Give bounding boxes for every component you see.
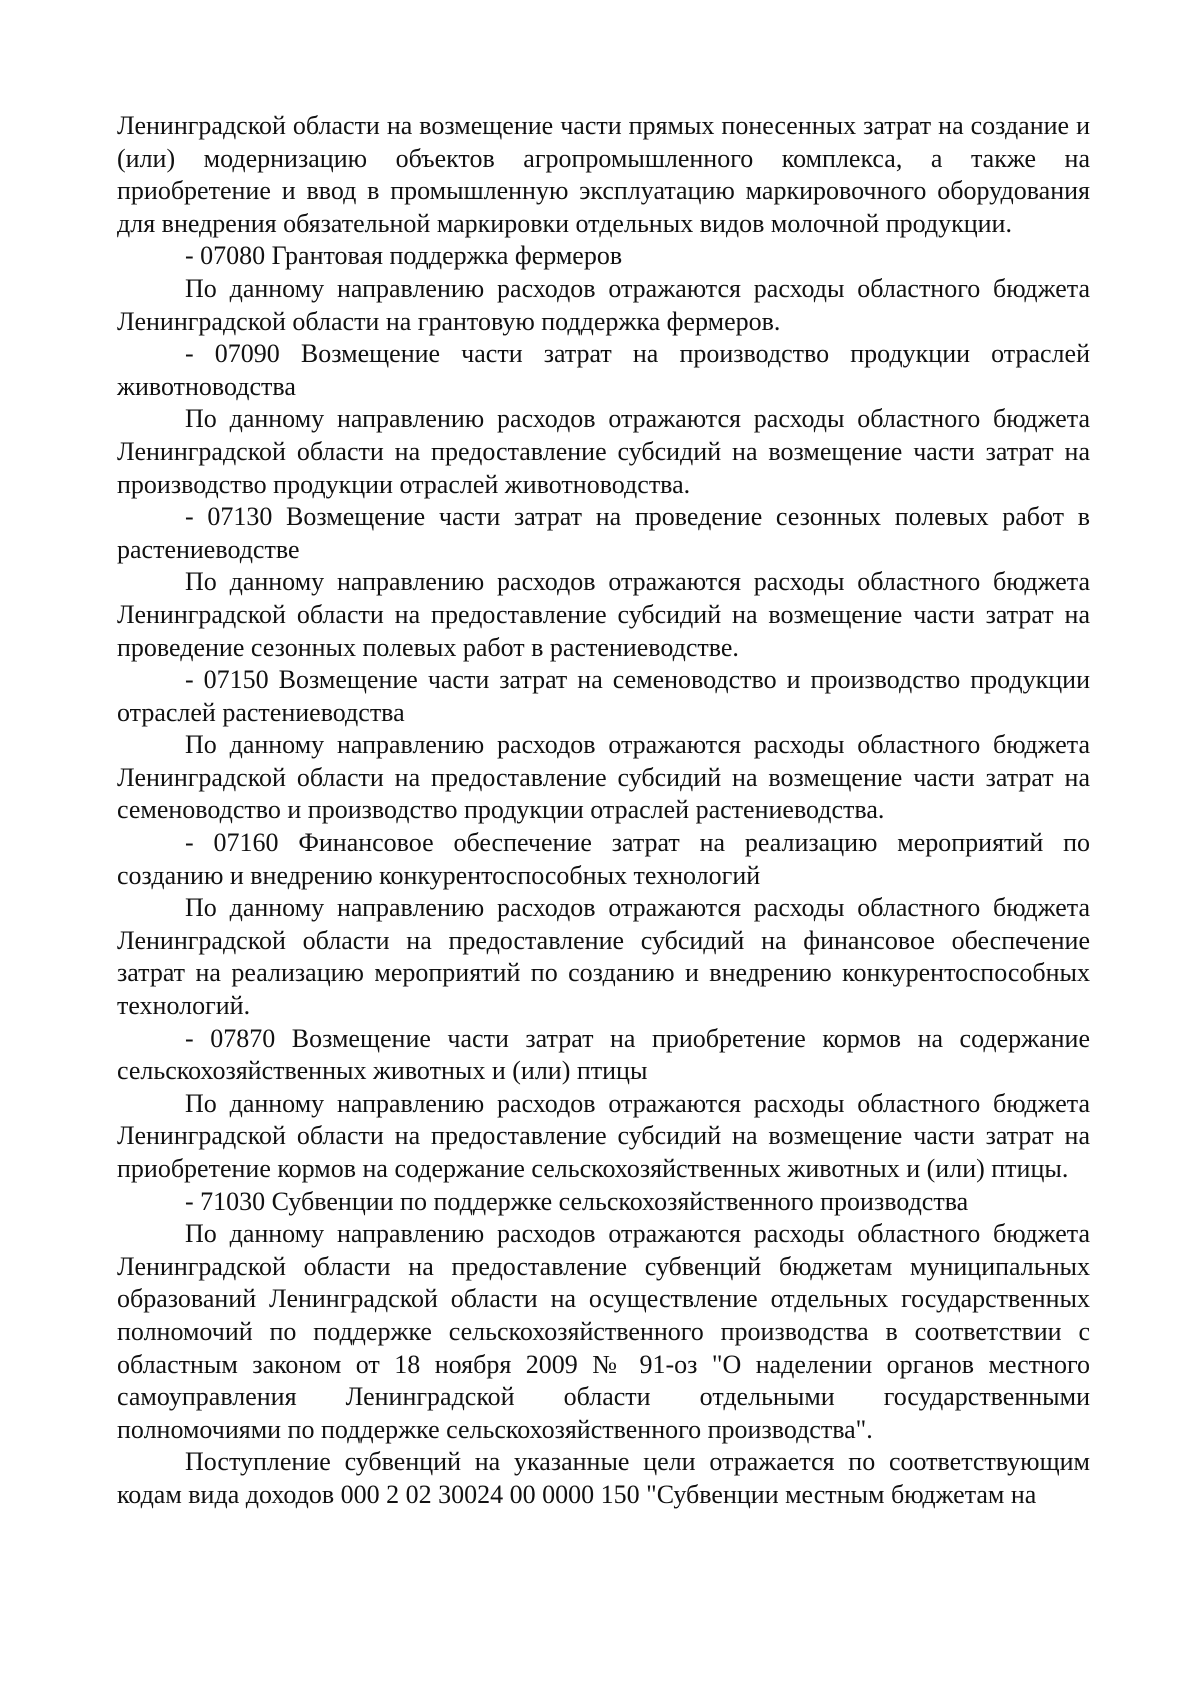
item-heading-07150: - 07150 Возмещение части затрат на семеноводство и производство продукции отраслей растениеводства [117,665,1090,727]
paragraph-07870: По данному направлению расходов отражаются расходы областного бюджета Ленинградской области на предоставление субсидий на возмещение части затрат на приобретение кормов на содержание сельскохозяйственных животных и (или) птицы. [117,1088,1090,1183]
paragraph-07150: По данному направлению расходов отражаются расходы областного бюджета Ленинградской области на предоставление субсидий на возмещение части затрат на семеноводство и производство продукции отраслей растениеводства. [117,730,1090,825]
item-heading-71030: - 71030 Субвенции по поддержке сельскохозяйственного производства [185,1186,969,1216]
item-heading-07130: - 07130 Возмещение части затрат на проведение сезонных полевых работ в растениеводстве [117,502,1090,564]
paragraph-07130: По данному направлению расходов отражаются расходы областного бюджета Ленинградской области на предоставление субсидий на возмещение части затрат на проведение сезонных полевых работ в растениеводстве. [117,567,1090,662]
item-heading-07090: - 07090 Возмещение части затрат на производство продукции отраслей животноводства [117,339,1090,401]
paragraph-07090: По данному направлению расходов отражаются расходы областного бюджета Ленинградской области на предоставление субсидий на возмещение части затрат на производство продукции отраслей животноводства. [117,404,1090,499]
paragraph-71030: По данному направлению расходов отражаются расходы областного бюджета Ленинградской области на предоставление субвенций бюджетам муниципальных образований Ленинградской области на осуществление отдельных государственных полномочий по поддержке сельскохозяйственного производства в соответствии с областным законом от 18 ноября 2009 № 91-оз "О наделении органов местного самоуправления Ленинградской области отдельными государственными полномочиями по поддержке сельскохозяйственного производства". [117,1219,1090,1444]
paragraph-07080: По данному направлению расходов отражаются расходы областного бюджета Ленинградской области на грантовую поддержка фермеров. [117,273,1090,336]
item-heading-07160: - 07160 Финансовое обеспечение затрат на реализацию мероприятий по созданию и внедрению конкурентоспособных технологий [117,828,1090,890]
item-heading-07870: - 07870 Возмещение части затрат на приобретение кормов на содержание сельскохозяйственных животных и (или) птицы [117,1023,1090,1086]
item-heading-07080: - 07080 Грантовая поддержка фермеров [185,241,623,271]
document-body [117,110,1090,1512]
paragraph-subvention-receipts: Поступление субвенций на указанные цели отражается по соответствующим кодам вида доходов 000 2 02 30024 00 0000 150 "Субвенции местным бюджетам на [117,1447,1090,1509]
paragraph-continuation: Ленинградской области на возмещение части прямых понесенных затрат на создание и (или) модернизацию объектов агропромышленного комплекса, а также на приобретение и ввод в промышленную эксплуатацию маркировочного оборудования для внедрения обязательной маркировки отдельных видов молочной продукции. [117,111,1090,238]
paragraph-07160: По данному направлению расходов отражаются расходы областного бюджета Ленинградской области на предоставление субсидий на финансовое обеспечение затрат на реализацию мероприятий по созданию и внедрению конкурентоспособных технологий. [117,893,1090,1021]
